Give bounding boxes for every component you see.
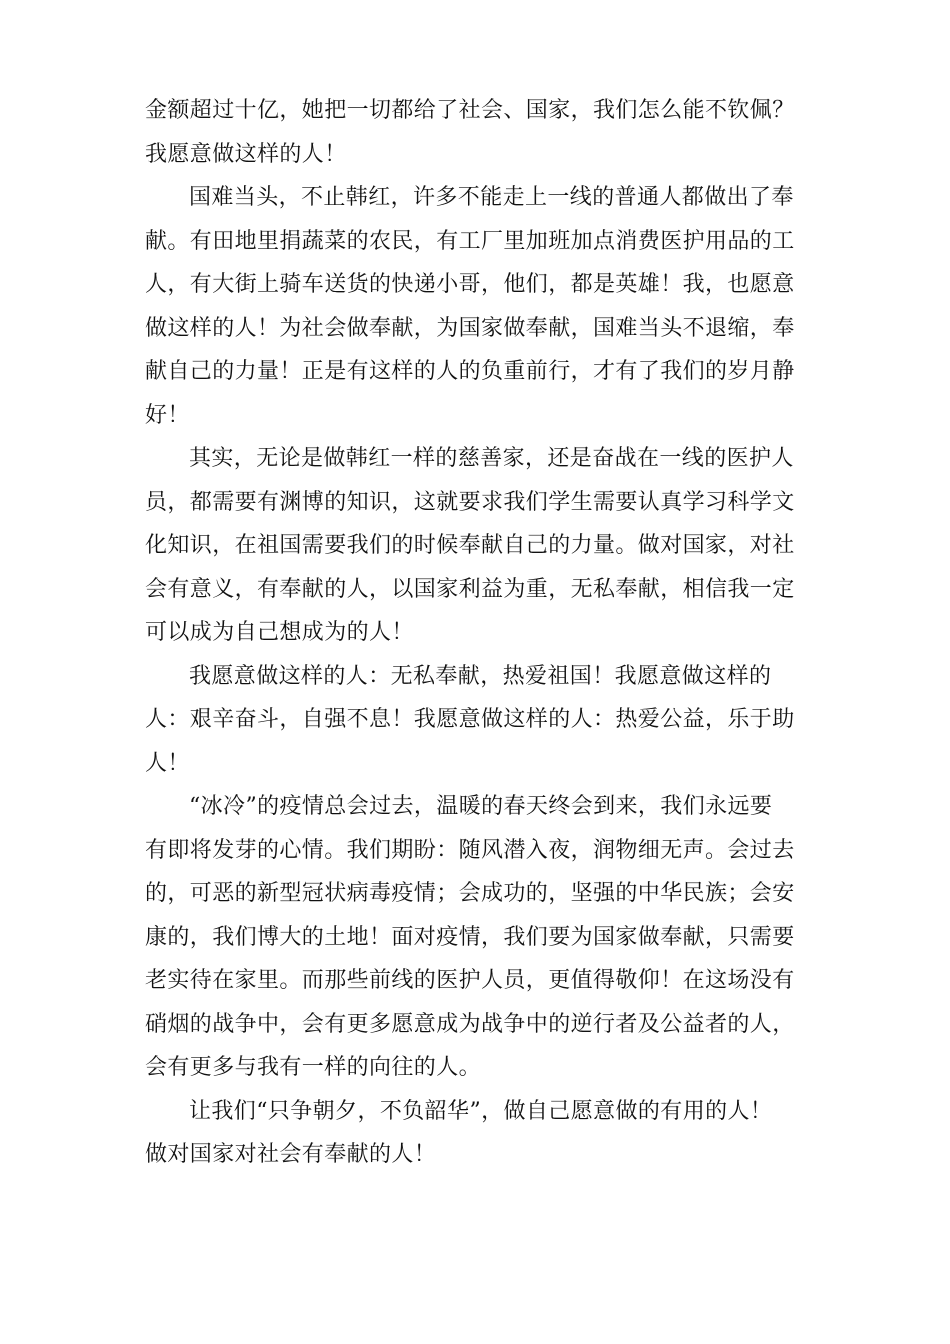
text-line: 硝烟的战争中，会有更多愿意成为战争中的逆行者及公益者的人， xyxy=(145,1011,795,1037)
text-line: 可以成为自己想成为的人！ xyxy=(145,620,414,645)
text-line: 其实，无论是做韩红一样的慈善家，还是奋战在一线的医护人 xyxy=(189,446,794,471)
paragraph-5 xyxy=(145,785,805,1090)
paragraph-2 xyxy=(145,176,805,437)
text-line: 我愿意做这样的人：无私奉献，热爱祖国！我愿意做这样的 xyxy=(189,663,772,689)
text-line: 会有更多与我有一样的向往的人。 xyxy=(145,1055,482,1080)
paragraph-1 xyxy=(145,89,805,176)
text-line: 会有意义，有奉献的人，以国家利益为重，无私奉献，相信我一定 xyxy=(145,576,795,602)
document-body xyxy=(145,89,805,1177)
text-line: 人，有大街上骑车送货的快递小哥，他们，都是英雄！我，也愿意 xyxy=(145,272,795,297)
paragraph-3 xyxy=(145,437,805,655)
text-line: 做这样的人！为社会做奉献，为国家做奉献，国难当头不退缩，奉 xyxy=(145,315,795,341)
text-line: 让我们“只争朝夕，不负韶华”，做自己愿意做的有用的人！ xyxy=(189,1098,773,1124)
text-line: 献自己的力量！正是有这样的人的负重前行，才有了我们的岁月静 xyxy=(145,359,795,384)
text-line: 金额超过十亿，她把一切都给了社会、国家，我们怎么能不钦佩？ xyxy=(145,98,795,123)
text-line: “冰冷”的疫情总会过去，温暖的春天终会到来，我们永远要 xyxy=(189,794,773,819)
text-line: 我愿意做这样的人！ xyxy=(145,141,347,167)
text-line: 人：艰辛奋斗，自强不息！我愿意做这样的人：热爱公益，乐于助 xyxy=(145,707,795,732)
text-line: 人！ xyxy=(145,750,190,776)
text-line: 康的，我们博大的土地！面对疫情，我们要为国家做奉献，只需要 xyxy=(145,924,795,950)
text-line: 做对国家对社会有奉献的人！ xyxy=(145,1142,437,1167)
text-line: 员，都需要有渊博的知识，这就要求我们学生需要认真学习科学文 xyxy=(145,489,795,515)
text-line: 国难当头，不止韩红，许多不能走上一线的普通人都做出了奉 xyxy=(189,185,794,210)
text-line: 有即将发芽的心情。我们期盼：随风潜入夜，润物细无声。会过去 xyxy=(145,837,795,863)
text-line: 老实待在家里。而那些前线的医护人员，更值得敬仰！在这场没有 xyxy=(145,968,795,993)
paragraph-6 xyxy=(145,1090,805,1177)
text-line: 的，可恶的新型冠状病毒疫情；会成功的，坚强的中华民族；会安 xyxy=(145,881,795,906)
text-line: 献。有田地里捐蔬菜的农民，有工厂里加班加点消费医护用品的工 xyxy=(145,228,795,254)
paragraph-4 xyxy=(145,655,805,786)
text-line: 好！ xyxy=(145,402,190,428)
text-line: 化知识，在祖国需要我们的时候奉献自己的力量。做对国家，对社 xyxy=(145,533,795,558)
